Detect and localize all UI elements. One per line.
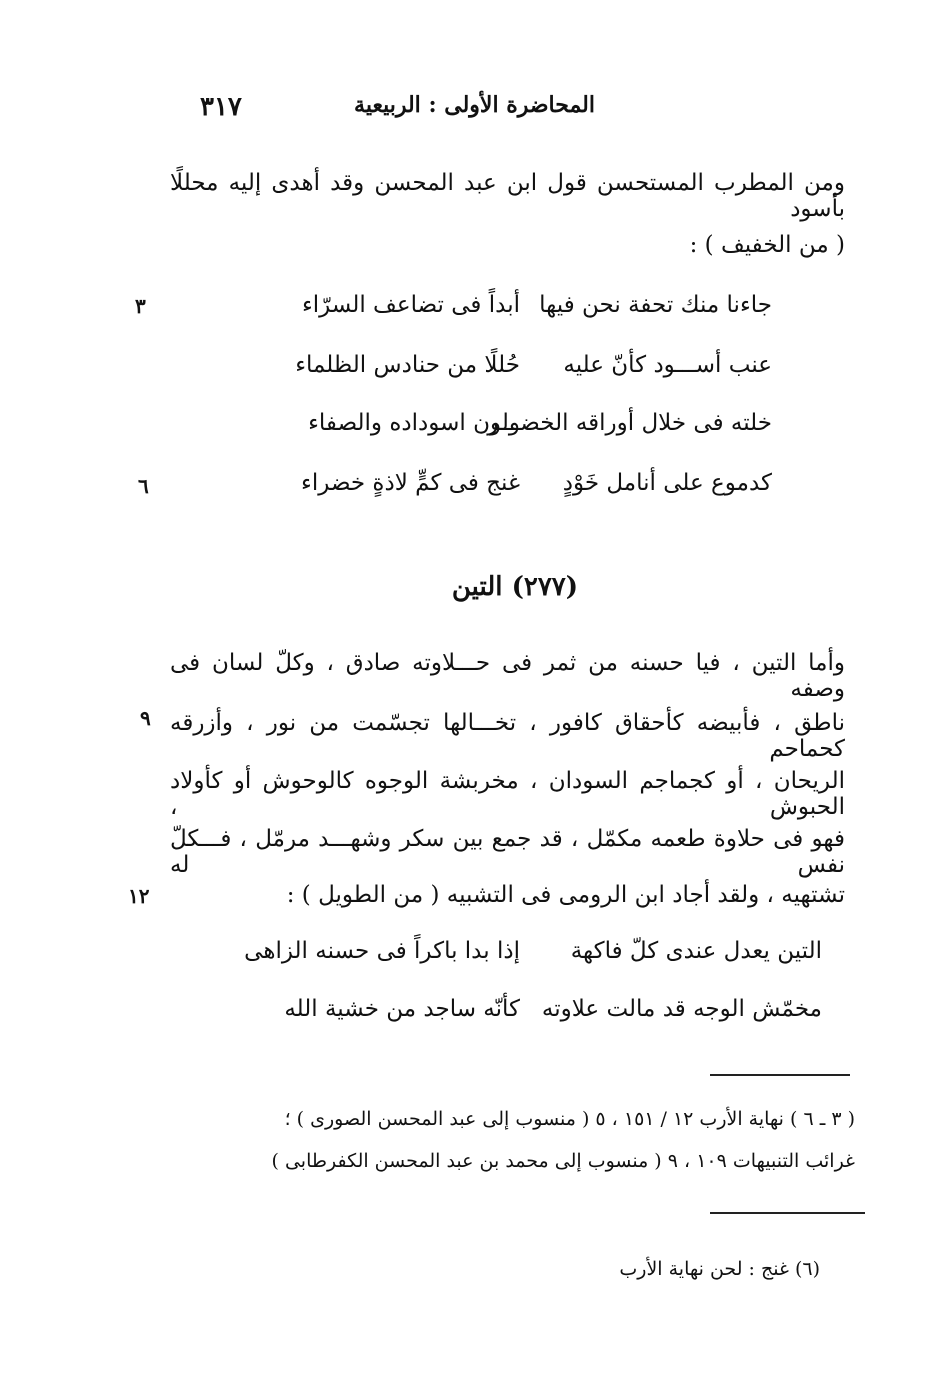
footnote-1-line-2: غرائب التنبيهات ١٠٩ ، ٩ ( منسوب إلى محمد بن عبد المحسن الكفرطابى ) [271,1150,855,1172]
verse-1-first-hemistich: جاءنا منك تحفة نحن فيها [539,292,772,318]
verse-1-second-hemistich: أبداً فى تضاعف السرّاء [301,292,520,318]
verse-5-second-hemistich: إذا بدا باكراً فى حسنه الزاهى [244,938,520,964]
line-number: ٩ [140,706,151,730]
paragraph-line-5: تشتهيه ، ولقد أجاد ابن الرومى فى التشبيه ( من الطويل ) : [286,882,845,908]
verse-4-first-hemistich: كدموع على أنامل خَوْدٍ [562,470,772,496]
paragraph-line-3: الريحان ، أو كجماجم السودان ، مخربشة الوجوه كالوحوش أو كأولاد الحبوش ، [170,768,845,820]
running-head: المحاضرة الأولى : الربيعية [354,92,595,118]
verse-6-second-hemistich: كأنّه ساجد من خشية الله [284,996,520,1022]
page-number: ٣١٧ [200,92,242,122]
verse-3-first-hemistich: خلته فى خلال أوراقه الخضـــر [487,410,772,436]
verse-3-second-hemistich: ولون اسوداده والصفاء [308,410,520,436]
verse-4-second-hemistich: غنج فى كمٍّ لاذةٍ خضراء [301,470,520,496]
footnote-divider [710,1074,850,1076]
line-number: ١٢ [128,884,150,908]
footnote-1-line-1: ( ٣ ـ ٦ ) نهاية الأرب ١٢ / ١٥١ ، ٥ ( منسوب إلى عبد المحسن الصورى ) ؛ [284,1108,855,1130]
paragraph-line-4: فهو فى حلاوة طعمه مكمّل ، قد جمع بين سكر وشهـــد مرمّل ، فـــكلّ نفس له [170,826,845,878]
intro-line-2: ( من الخفيف ) : [689,232,845,258]
paragraph-line-2: ناطق ، فأبيضه كأحقاق كافور ، تخـــالها تجسّمت من نور ، وأزرقه كحماحم [170,710,845,762]
footnote-divider [710,1212,865,1214]
verse-2-second-hemistich: حُللًا من حنادس الظلماء [295,352,520,378]
section-title: (٢٧٧) التين [451,572,579,602]
paragraph-line-1: وأما التين ، فيا حسنه من ثمر فى حـــلاوته صادق ، وكلّ لسان فى وصفه [170,650,845,702]
verse-6-first-hemistich: مخمّش الوجه قد مالت علاوته [541,996,822,1022]
line-number: ٦ [138,474,149,498]
verse-2-first-hemistich: عنب أســـود كأنّ عليه [563,352,772,378]
verse-5-first-hemistich: التين يعدل عندى كلّ فاكهة [570,938,822,964]
line-number: ٣ [135,294,146,318]
intro-line-1: ومن المطرب المستحسن قول ابن عبد المحسن وقد أهدى إليه محللًا بأسود [170,170,845,222]
footnote-2: (٦) غنج : لحن نهاية الأرب [619,1258,820,1280]
